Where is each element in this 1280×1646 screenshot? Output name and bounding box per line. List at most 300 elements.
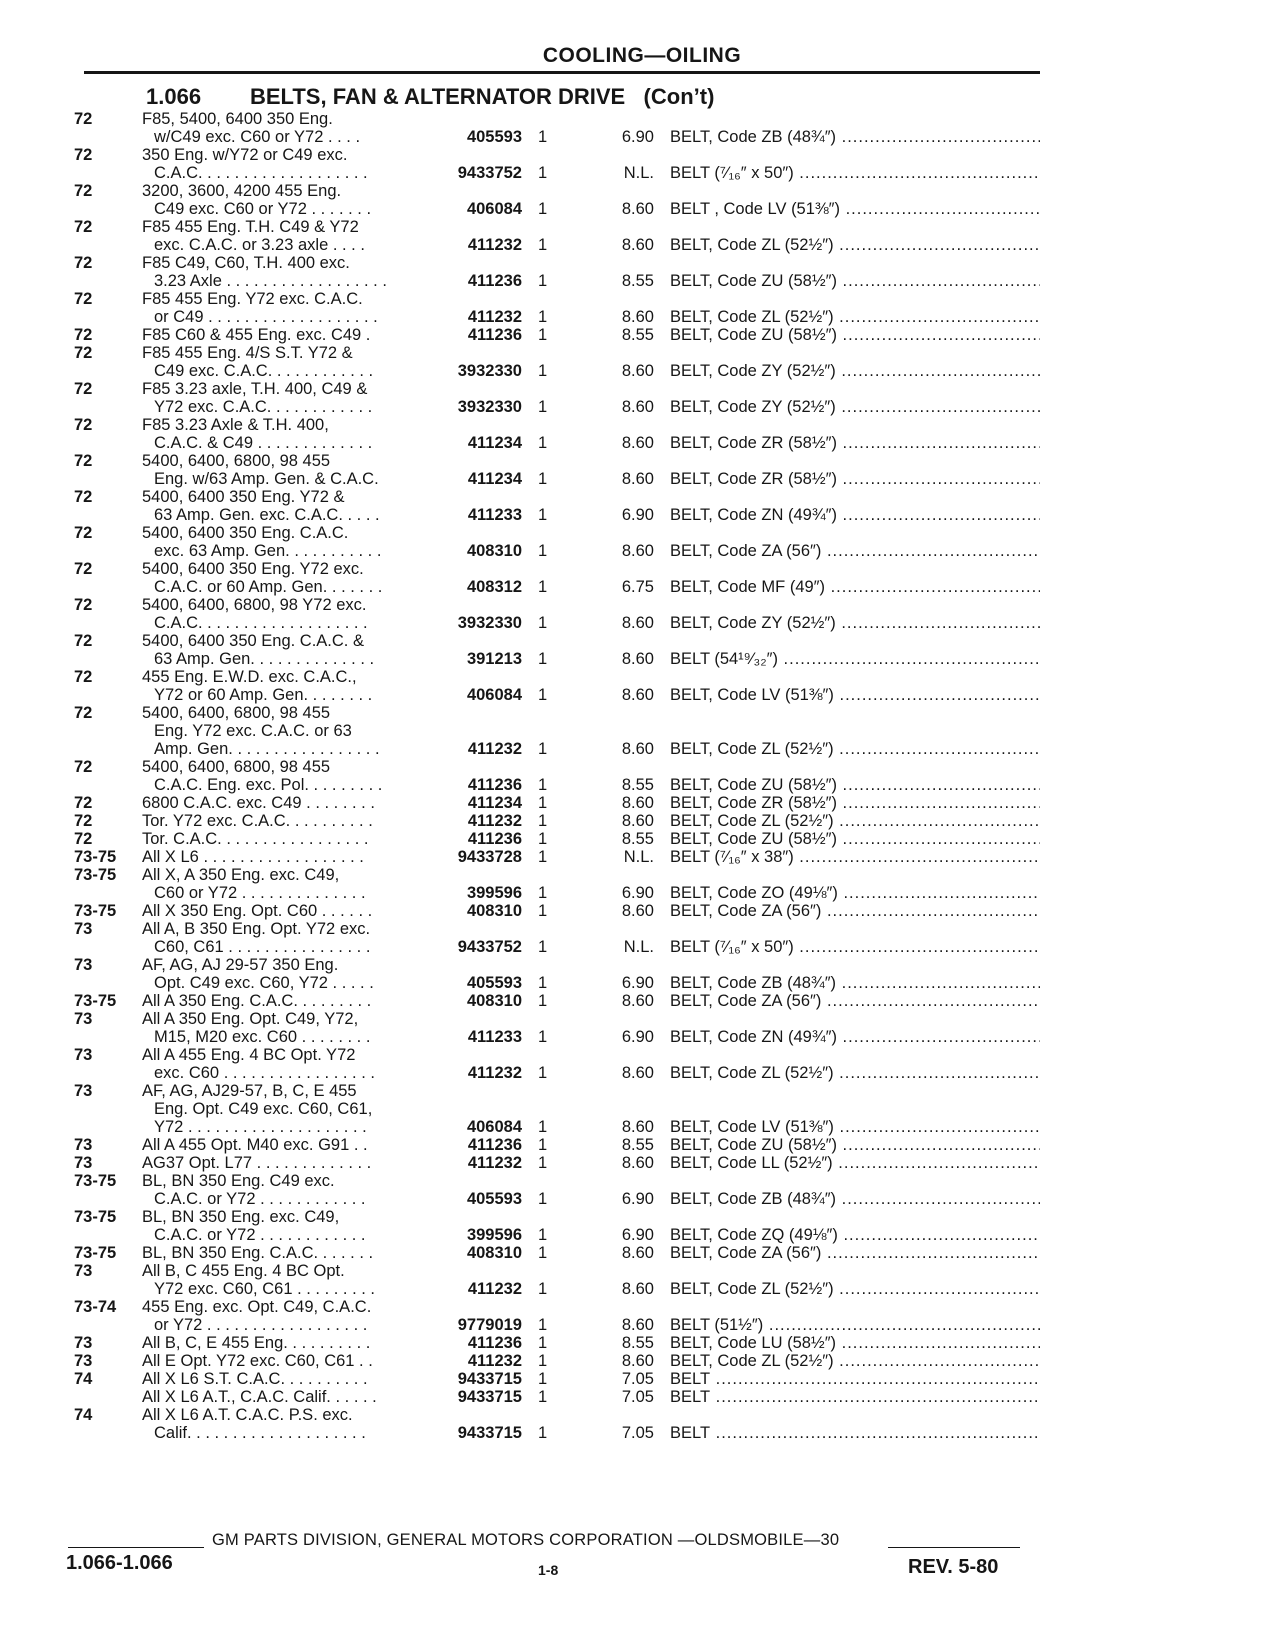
row-description: [142, 1046, 428, 1082]
description-line: 3.23 Axle . . . . . . . . . . . . . . . . . .: [154, 272, 387, 290]
row-year: 73-75: [74, 1244, 117, 1262]
quantity: 1: [538, 542, 548, 560]
part-number: 399596: [466, 1226, 522, 1244]
quantity: 1: [538, 1352, 548, 1370]
row-year: 73: [74, 1154, 93, 1172]
price: N.L.: [623, 848, 654, 866]
row-year: 73-75: [74, 1208, 117, 1226]
section-title: BELTS, FAN & ALTERNATOR DRIVE (Con’t): [250, 84, 715, 109]
description-line: All A 350 Eng. Opt. C49, Y72,: [142, 1010, 359, 1028]
part-number: 411233: [467, 1028, 522, 1046]
table-row: [0, 758, 1280, 794]
description-line: All A 455 Opt. M40 exc. G91 . .: [142, 1136, 368, 1154]
description-line: 63 Amp. Gen. exc. C.A.C. . . . .: [154, 506, 380, 524]
quantity: 1: [538, 740, 548, 758]
description-line: Y72 exc. C.A.C. . . . . . . . . . . .: [154, 398, 373, 416]
description-line: 5400, 6400 350 Eng. Y72 &: [142, 488, 345, 506]
item-description: BELT (⁷⁄₁₆″ x 38″) .....: [670, 848, 1040, 866]
quantity: 1: [538, 794, 548, 812]
item-description: BELT, Code ZB (48¾″) .....: [670, 974, 1040, 992]
row-year: 72: [74, 758, 93, 776]
part-number: 406084: [466, 200, 522, 218]
item-description: BELT, Code ZO (49⅛″) .....: [670, 884, 1040, 902]
footer-revision: REV. 5-80: [908, 1556, 999, 1578]
row-description: [142, 632, 428, 668]
table-row: [0, 1262, 1280, 1298]
item-description: BELT, Code ZB (48¾″) .....: [670, 1190, 1040, 1208]
quantity: 1: [538, 1190, 548, 1208]
part-number: 3932330: [457, 398, 522, 416]
description-line: 5400, 6400, 6800, 98 455: [142, 758, 331, 776]
row-description: [142, 794, 428, 812]
quantity: 1: [538, 1064, 548, 1082]
price: 8.60: [621, 542, 654, 560]
part-number: 411236: [467, 272, 522, 290]
part-number: 9433715: [457, 1424, 522, 1442]
quantity: 1: [538, 128, 548, 146]
table-row: [0, 632, 1280, 668]
description-line: F85 3.23 Axle & T.H. 400,: [142, 416, 329, 434]
row-description: [142, 848, 428, 866]
price: 6.90: [621, 1190, 654, 1208]
quantity: 1: [538, 1244, 548, 1262]
section-number: 1.066: [146, 84, 202, 109]
table-row: [0, 848, 1280, 866]
price: 6.90: [621, 128, 654, 146]
quantity: 1: [538, 650, 548, 668]
table-row: [0, 326, 1280, 344]
row-description: [142, 812, 428, 830]
quantity: 1: [538, 1136, 548, 1154]
row-year: 72: [74, 812, 93, 830]
price: 8.60: [621, 470, 654, 488]
row-description: [142, 560, 428, 596]
row-year: 73: [74, 956, 93, 974]
table-row: [0, 956, 1280, 992]
description-line: 6800 C.A.C. exc. C49 . . . . . . . .: [142, 794, 375, 812]
row-year: 72: [74, 344, 93, 362]
description-line: 5400, 6400 350 Eng. C.A.C.: [142, 524, 349, 542]
part-number: 411236: [467, 326, 522, 344]
item-description: BELT, Code ZR (58½″) .....: [670, 470, 1040, 488]
row-description: [142, 524, 428, 560]
item-description: BELT .....: [670, 1388, 1040, 1406]
table-row: [0, 560, 1280, 596]
description-line: AG37 Opt. L77 . . . . . . . . . . . . .: [142, 1154, 372, 1172]
description-line: C.A.C. . . . . . . . . . . . . . . . . . .: [154, 614, 368, 632]
quantity: 1: [538, 1424, 548, 1442]
row-description: [142, 1154, 428, 1172]
quantity: 1: [538, 578, 548, 596]
table-row: [0, 794, 1280, 812]
row-description: [142, 218, 428, 254]
table-row: [0, 1370, 1280, 1388]
table-row: [0, 110, 1280, 146]
part-number: 411232: [467, 308, 522, 326]
row-year: 72: [74, 794, 93, 812]
row-description: [142, 1244, 428, 1262]
item-description: BELT, Code ZB (48¾″) .....: [670, 128, 1040, 146]
price: 8.55: [621, 1136, 654, 1154]
price: 8.60: [621, 236, 654, 254]
price: 8.60: [621, 200, 654, 218]
row-description: [142, 1334, 428, 1352]
price: 8.60: [621, 1154, 654, 1172]
table-row: [0, 524, 1280, 560]
part-number: 399596: [466, 884, 522, 902]
row-description: [142, 1172, 428, 1208]
price: 8.55: [621, 1334, 654, 1352]
item-description: BELT, Code ZU (58½″) .....: [670, 1136, 1040, 1154]
quantity: 1: [538, 434, 548, 452]
row-description: [142, 344, 428, 380]
description-line: Y72 or 60 Amp. Gen. . . . . . . .: [154, 686, 373, 704]
description-line: F85 C49, C60, T.H. 400 exc.: [142, 254, 350, 272]
item-description: BELT, Code ZA (56″) .....: [670, 902, 1040, 920]
description-line: 5400, 6400, 6800, 98 455: [142, 452, 331, 470]
row-year: 73-75: [74, 866, 117, 884]
price: 8.60: [621, 308, 654, 326]
row-description: [142, 1388, 428, 1406]
item-description: BELT, Code ZN (49¾″) .....: [670, 506, 1040, 524]
description-line: All X 350 Eng. Opt. C60 . . . . . .: [142, 902, 373, 920]
footer-rule-right: [888, 1547, 1020, 1548]
row-year: 73: [74, 1046, 93, 1064]
description-line: Y72 exc. C60, C61 . . . . . . . . .: [154, 1280, 376, 1298]
description-line: C.A.C. or Y72 . . . . . . . . . . . .: [154, 1226, 366, 1244]
price: 6.90: [621, 884, 654, 902]
quantity: 1: [538, 1388, 548, 1406]
quantity: 1: [538, 164, 548, 182]
row-year: 73: [74, 1262, 93, 1280]
description-line: exc. C60 . . . . . . . . . . . . . . . . .: [154, 1064, 375, 1082]
part-number: 411232: [467, 1352, 522, 1370]
description-line: or Y72 . . . . . . . . . . . . . . . . . .: [154, 1316, 368, 1334]
quantity: 1: [538, 200, 548, 218]
description-line: 5400, 6400 350 Eng. C.A.C. &: [142, 632, 364, 650]
price: 8.60: [621, 740, 654, 758]
description-line: F85 455 Eng. Y72 exc. C.A.C.: [142, 290, 363, 308]
row-year: 73: [74, 1334, 93, 1352]
row-year: 72: [74, 524, 93, 542]
description-line: BL, BN 350 Eng. exc. C49,: [142, 1208, 340, 1226]
row-year: 73-75: [74, 992, 117, 1010]
row-description: [142, 1406, 428, 1442]
row-year: 73: [74, 1082, 93, 1100]
price: 8.60: [621, 1316, 654, 1334]
description-line: Calif. . . . . . . . . . . . . . . . . . . .: [154, 1424, 366, 1442]
description-line: 5400, 6400, 6800, 98 455: [142, 704, 331, 722]
table-row: [0, 1244, 1280, 1262]
description-line: Y72 . . . . . . . . . . . . . . . . . . . .: [154, 1118, 367, 1136]
row-year: 72: [74, 452, 93, 470]
table-row: [0, 1082, 1280, 1136]
price: 8.60: [621, 614, 654, 632]
quantity: 1: [538, 686, 548, 704]
row-year: 72: [74, 596, 93, 614]
item-description: BELT, Code LU (58½″) .....: [670, 1334, 1040, 1352]
item-description: BELT (⁷⁄₁₆″ x 50″) .....: [670, 164, 1040, 182]
part-number: 411232: [467, 1280, 522, 1298]
table-row: [0, 992, 1280, 1010]
price: N.L.: [623, 938, 654, 956]
table-row: [0, 290, 1280, 326]
description-line: All X L6 A.T., C.A.C. Calif. . . . . .: [142, 1388, 377, 1406]
part-number: 411232: [467, 236, 522, 254]
table-row: [0, 1154, 1280, 1172]
description-line: Eng. Y72 exc. C.A.C. or 63: [154, 722, 352, 740]
row-year: 72: [74, 416, 93, 434]
description-line: Tor. C.A.C. . . . . . . . . . . . . . . . .: [142, 830, 369, 848]
description-line: All X, A 350 Eng. exc. C49,: [142, 866, 340, 884]
description-line: F85 C60 & 455 Eng. exc. C49 .: [142, 326, 371, 344]
table-row: [0, 812, 1280, 830]
description-line: exc. C.A.C. or 3.23 axle . . . .: [154, 236, 365, 254]
part-number: 411232: [467, 1064, 522, 1082]
table-row: [0, 452, 1280, 488]
row-year: 73-75: [74, 848, 117, 866]
row-description: [142, 920, 428, 956]
item-description: BELT, Code ZA (56″) .....: [670, 992, 1040, 1010]
row-description: [142, 254, 428, 290]
item-description: BELT, Code ZL (52½″) .....: [670, 740, 1040, 758]
row-year: 72: [74, 146, 93, 164]
quantity: 1: [538, 272, 548, 290]
part-number: 3932330: [457, 362, 522, 380]
row-description: [142, 290, 428, 326]
row-description: [142, 1208, 428, 1244]
row-year: 72: [74, 326, 93, 344]
table-row: [0, 1172, 1280, 1208]
price: N.L.: [623, 164, 654, 182]
part-number: 9779019: [457, 1316, 522, 1334]
item-description: BELT, Code ZL (52½″) .....: [670, 308, 1040, 326]
row-year: 74: [74, 1406, 93, 1424]
table-row: [0, 902, 1280, 920]
row-description: [142, 704, 428, 758]
description-line: C49 exc. C.A.C. . . . . . . . . . . .: [154, 362, 374, 380]
quantity: 1: [538, 308, 548, 326]
quantity: 1: [538, 974, 548, 992]
description-line: C.A.C. or 60 Amp. Gen. . . . . . .: [154, 578, 383, 596]
description-line: Opt. C49 exc. C60, Y72 . . . . .: [154, 974, 374, 992]
table-row: [0, 488, 1280, 524]
quantity: 1: [538, 938, 548, 956]
part-number: 408310: [466, 902, 522, 920]
table-row: [0, 596, 1280, 632]
part-number: 9433728: [457, 848, 522, 866]
quantity: 1: [538, 1316, 548, 1334]
row-description: [142, 380, 428, 416]
part-number: 405593: [466, 974, 522, 992]
row-description: [142, 830, 428, 848]
price: 8.60: [621, 794, 654, 812]
part-number: 411232: [467, 1154, 522, 1172]
row-description: [142, 902, 428, 920]
quantity: 1: [538, 884, 548, 902]
table-row: [0, 218, 1280, 254]
part-number: 9433752: [457, 938, 522, 956]
part-number: 405593: [466, 1190, 522, 1208]
price: 8.60: [621, 1352, 654, 1370]
row-year: 72: [74, 290, 93, 308]
row-year: 72: [74, 632, 93, 650]
price: 7.05: [621, 1388, 654, 1406]
part-number: 408310: [466, 542, 522, 560]
price: 8.60: [621, 650, 654, 668]
row-description: [142, 758, 428, 794]
item-description: BELT (51½″) .....: [670, 1316, 1040, 1334]
footer-publisher: GM PARTS DIVISION, GENERAL MOTORS CORPORATION —OLDSMOBILE—30: [212, 1531, 840, 1549]
table-row: [0, 1298, 1280, 1334]
part-number: 411236: [467, 1334, 522, 1352]
table-row: [0, 1208, 1280, 1244]
description-line: F85 455 Eng. 4/S S.T. Y72 &: [142, 344, 353, 362]
quantity: 1: [538, 506, 548, 524]
table-row: [0, 866, 1280, 902]
price: 8.60: [621, 1064, 654, 1082]
table-row: [0, 704, 1280, 758]
item-description: BELT, Code ZL (52½″) .....: [670, 812, 1040, 830]
table-row: [0, 380, 1280, 416]
table-row: [0, 416, 1280, 452]
description-line: 455 Eng. exc. Opt. C49, C.A.C.: [142, 1298, 372, 1316]
row-year: 72: [74, 182, 93, 200]
item-description: BELT, Code ZR (58½″) .....: [670, 794, 1040, 812]
row-description: [142, 1136, 428, 1154]
item-description: BELT, Code ZU (58½″) .....: [670, 326, 1040, 344]
row-description: [142, 1262, 428, 1298]
part-number: 406084: [466, 1118, 522, 1136]
description-line: AF, AG, AJ29-57, B, C, E 455: [142, 1082, 357, 1100]
price: 7.05: [621, 1424, 654, 1442]
item-description: BELT, Code ZL (52½″) .....: [670, 1280, 1040, 1298]
description-line: F85 455 Eng. T.H. C49 & Y72: [142, 218, 359, 236]
part-number: 3932330: [457, 614, 522, 632]
part-number: 9433715: [457, 1370, 522, 1388]
item-description: BELT, Code ZA (56″) .....: [670, 542, 1040, 560]
description-line: AF, AG, AJ 29-57 350 Eng.: [142, 956, 339, 974]
quantity: 1: [538, 830, 548, 848]
quantity: 1: [538, 848, 548, 866]
price: 8.60: [621, 398, 654, 416]
item-description: BELT, Code ZU (58½″) .....: [670, 830, 1040, 848]
row-year: 72: [74, 254, 93, 272]
table-row: [0, 182, 1280, 218]
quantity: 1: [538, 470, 548, 488]
table-row: [0, 146, 1280, 182]
description-line: F85 3.23 axle, T.H. 400, C49 &: [142, 380, 368, 398]
description-line: All X L6 S.T. C.A.C. . . . . . . . . .: [142, 1370, 368, 1388]
item-description: BELT , Code LV (51⅜″) .....: [670, 200, 1040, 218]
table-row: [0, 1388, 1280, 1406]
description-line: Tor. Y72 exc. C.A.C. . . . . . . . . .: [142, 812, 373, 830]
price: 7.05: [621, 1370, 654, 1388]
part-number: 408312: [466, 578, 522, 596]
table-row: [0, 920, 1280, 956]
row-year: 72: [74, 218, 93, 236]
row-description: [142, 1370, 428, 1388]
price: 8.60: [621, 686, 654, 704]
description-line: All B, C, E 455 Eng. . . . . . . . . .: [142, 1334, 371, 1352]
quantity: 1: [538, 1028, 548, 1046]
price: 6.90: [621, 506, 654, 524]
price: 8.60: [621, 1280, 654, 1298]
description-line: Eng. Opt. C49 exc. C60, C61,: [154, 1100, 373, 1118]
part-number: 411236: [467, 776, 522, 794]
row-description: [142, 1352, 428, 1370]
quantity: 1: [538, 1334, 548, 1352]
item-description: BELT, Code ZL (52½″) .....: [670, 1064, 1040, 1082]
description-line: F85, 5400, 6400 350 Eng.: [142, 110, 333, 128]
part-number: 405593: [466, 128, 522, 146]
part-number: 411236: [467, 1136, 522, 1154]
price: 6.90: [621, 974, 654, 992]
row-year: 73-74: [74, 1298, 117, 1316]
item-description: BELT, Code ZA (56″) .....: [670, 1244, 1040, 1262]
row-description: [142, 488, 428, 524]
table-row: [0, 1136, 1280, 1154]
quantity: 1: [538, 236, 548, 254]
price: 6.90: [621, 1028, 654, 1046]
quantity: 1: [538, 1280, 548, 1298]
price: 8.55: [621, 776, 654, 794]
part-number: 411234: [467, 794, 522, 812]
description-line: w/C49 exc. C60 or Y72 . . . .: [154, 128, 361, 146]
description-line: 350 Eng. w/Y72 or C49 exc.: [142, 146, 348, 164]
description-line: or C49 . . . . . . . . . . . . . . . . . . .: [154, 308, 378, 326]
footer-rule-left: [68, 1547, 204, 1548]
item-description: BELT, Code LV (51⅜″) .....: [670, 686, 1040, 704]
description-line: C.A.C. or Y72 . . . . . . . . . . . .: [154, 1190, 366, 1208]
description-line: 5400, 6400, 6800, 98 Y72 exc.: [142, 596, 367, 614]
item-description: BELT, Code ZY (52½″) .....: [670, 398, 1040, 416]
row-year: 72: [74, 830, 93, 848]
row-year: 72: [74, 560, 93, 578]
table-row: [0, 830, 1280, 848]
footer-page-number: 1-8: [538, 1562, 559, 1578]
description-line: BL, BN 350 Eng. C.A.C. . . . . . .: [142, 1244, 374, 1262]
part-number: 408310: [466, 992, 522, 1010]
page-header-title: COOLING—OILING: [542, 44, 742, 67]
row-year: 73: [74, 1136, 93, 1154]
description-line: All B, C 455 Eng. 4 BC Opt.: [142, 1262, 345, 1280]
quantity: 1: [538, 398, 548, 416]
price: 6.90: [621, 1226, 654, 1244]
table-row: [0, 344, 1280, 380]
description-line: All E Opt. Y72 exc. C60, C61 . .: [142, 1352, 373, 1370]
quantity: 1: [538, 902, 548, 920]
footer-range: 1.066-1.066: [66, 1552, 173, 1574]
description-line: All A 455 Eng. 4 BC Opt. Y72: [142, 1046, 356, 1064]
table-row: [0, 1334, 1280, 1352]
part-number: 411236: [467, 830, 522, 848]
row-description: [142, 596, 428, 632]
price: 8.60: [621, 902, 654, 920]
item-description: BELT, Code ZL (52½″) .....: [670, 236, 1040, 254]
price: 8.55: [621, 830, 654, 848]
description-line: C60, C61 . . . . . . . . . . . . . . . .: [154, 938, 371, 956]
description-line: BL, BN 350 Eng. C49 exc.: [142, 1172, 335, 1190]
description-line: 5400, 6400 350 Eng. Y72 exc.: [142, 560, 364, 578]
quantity: 1: [538, 1226, 548, 1244]
price: 8.60: [621, 992, 654, 1010]
row-year: 72: [74, 380, 93, 398]
row-year: 72: [74, 704, 93, 722]
row-year: 74: [74, 1370, 93, 1388]
description-line: C.A.C. & C49 . . . . . . . . . . . . .: [154, 434, 373, 452]
quantity: 1: [538, 812, 548, 830]
